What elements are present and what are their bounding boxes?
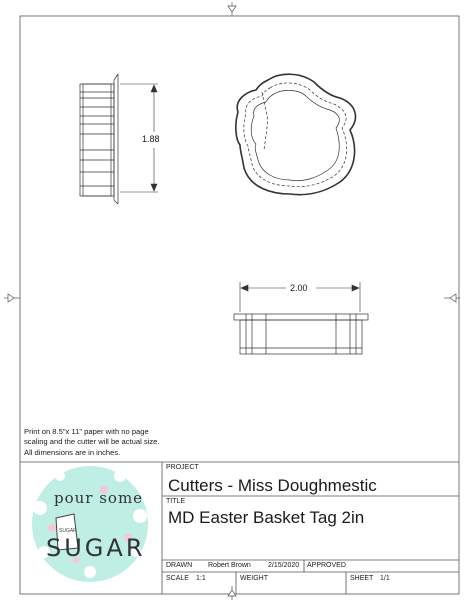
weight-label: WEIGHT	[240, 575, 268, 582]
print-note: Print on 8.5"x 11" paper with no page scaling and the cutter will be actual size. All dimensions are in inches.	[24, 427, 160, 457]
title-value: MD Easter Basket Tag 2in	[168, 508, 365, 527]
drawn-by: Robert Brown	[208, 562, 251, 569]
sheet-value: 1/1	[380, 575, 390, 582]
title-label: TITLE	[166, 498, 186, 505]
logo-text-top: pour some	[54, 489, 144, 507]
logo-bag-label: SUGAR	[59, 528, 77, 534]
scale-value: 1:1	[196, 575, 206, 582]
scale-label: SCALE	[166, 575, 189, 582]
approved-label: APPROVED	[307, 562, 346, 569]
logo-text-bottom: SUGAR	[46, 534, 146, 562]
height-dimension-label: 1.88	[142, 134, 160, 144]
side-view	[80, 74, 118, 204]
drawn-label: DRAWN	[166, 562, 193, 569]
project-value: Cutters - Miss Doughmestic	[168, 476, 377, 495]
sheet-label: SHEET	[350, 575, 374, 582]
company-logo	[32, 466, 148, 582]
width-dimension-label: 2.00	[290, 283, 308, 293]
project-label: PROJECT	[166, 464, 199, 471]
top-view	[236, 74, 356, 194]
front-view	[234, 314, 368, 354]
drawn-date: 2/15/2020	[268, 562, 300, 569]
